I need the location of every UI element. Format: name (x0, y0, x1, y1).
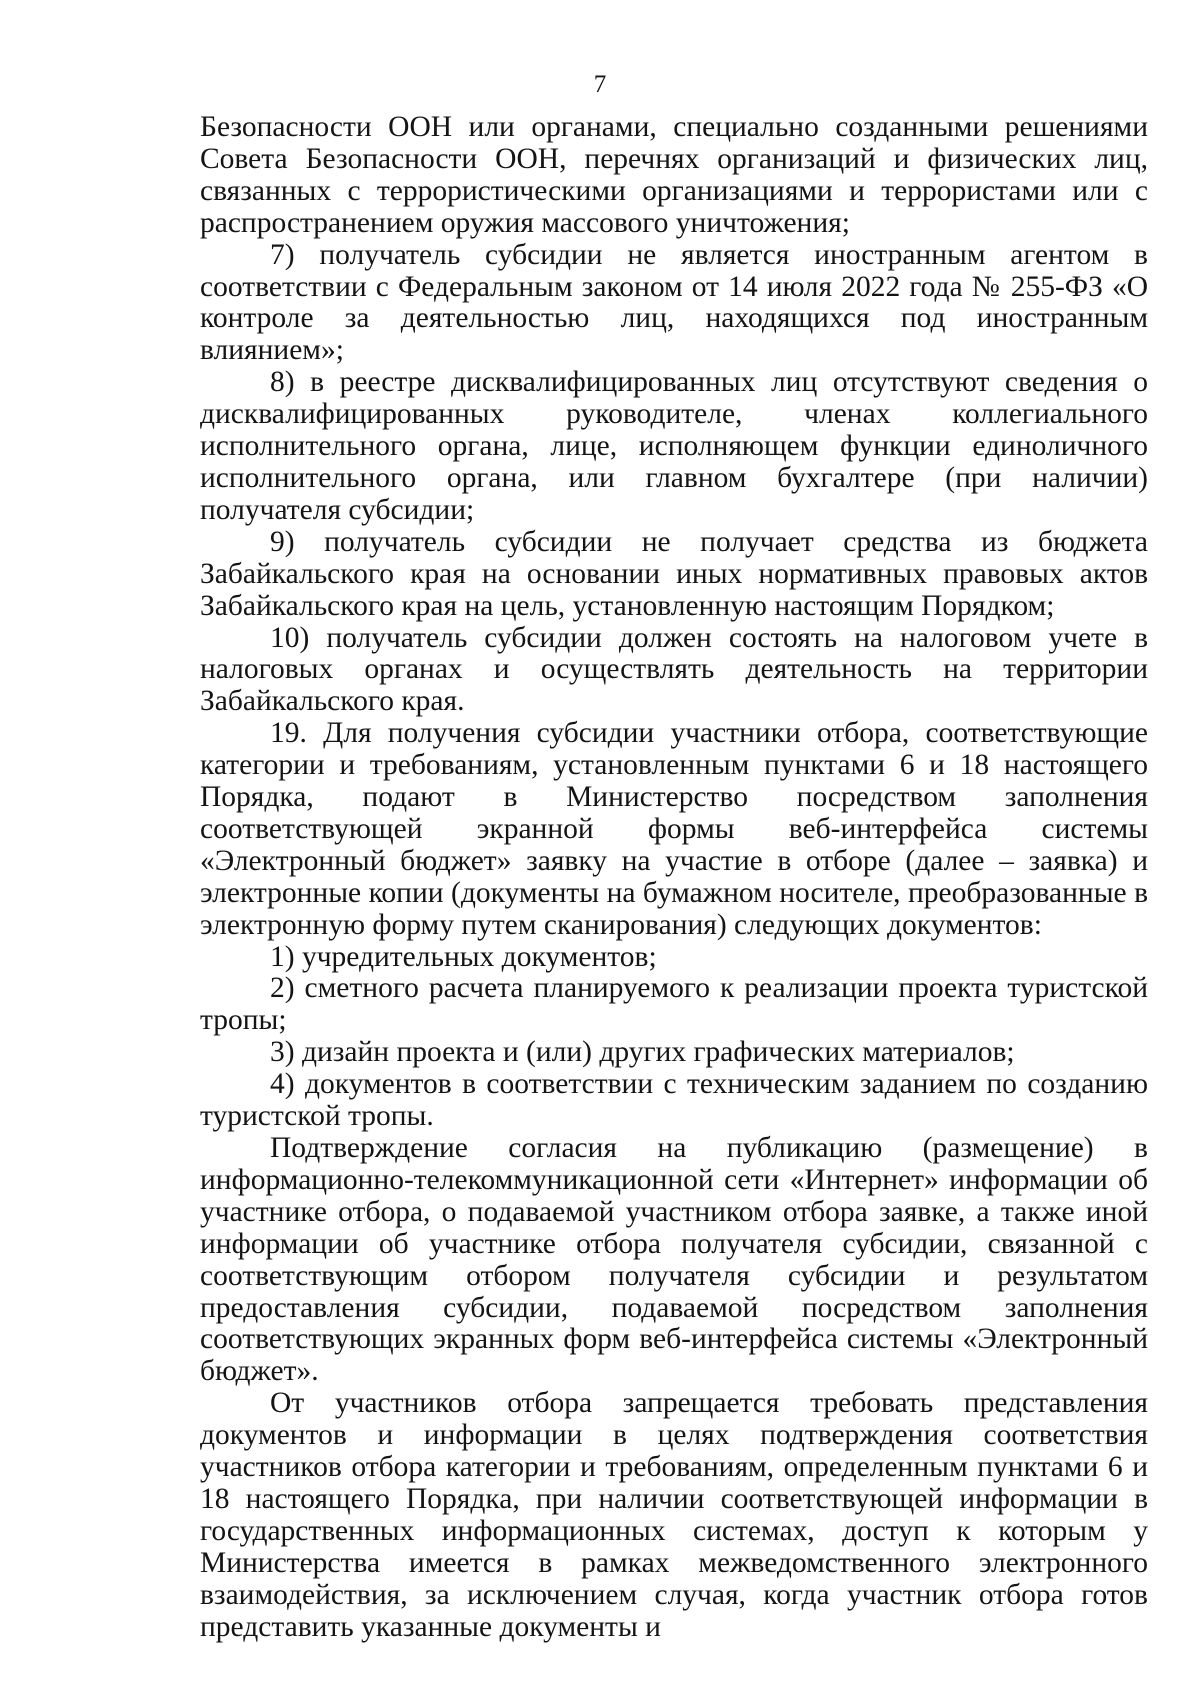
list-item-technical-documents: 4) документов в соответствии с техническим заданием по созданию туристской тропы. (200, 1068, 1148, 1133)
paragraph-item-7-foreign-agent: 7) получатель субсидии не является иностранным агентом в соответствии с Федеральным законом от 14 июля 2022 года № 255-ФЗ «О контроле за деятельностью лиц, находящихся под иностранным влиянием»; (200, 238, 1148, 367)
list-item-design-project: 3) дизайн проекта и (или) других графических материалов; (270, 1036, 1015, 1069)
paragraph-item-10-tax-registration: 10) получатель субсидии должен состоять на налоговом учете в налоговых органах и осуществлять деятельность на территории Забайкальского края. (200, 621, 1148, 718)
paragraph-sanctions-list-end: Безопасности ООН или органами, специально созданными решениями Совета Безопасности ООН, перечнях организаций и физических лиц, связанных с террористическими организациями и террористами или с распространением оружия массового уничтожения; (200, 111, 1148, 239)
list-item-founding-documents: 1) учредительных документов; (270, 940, 657, 973)
list-item-cost-estimate: 2) сметного расчета планируемого к реализации проекта туристской тропы; (200, 972, 1148, 1037)
paragraph-item-9-no-other-funds: 9) получатель субсидии не получает средства из бюджета Забайкальского края на основании иных нормативных правовых актов Забайкальского края на цель, установленную настоящим Порядком; (200, 525, 1148, 622)
paragraph-publication-consent: Подтверждение согласия на публикацию (размещение) в информационно-телекоммуникационной сети «Интернет» информации об участнике отбора, о подаваемой участником отбора заявке, а также иной информации об участнике отбора получателя субсидии, связанной с соответствующим отбором получателя субсидии и результатом предоставления субсидии, подаваемой посредством заполнения соответствующих экранных форм веб-интерфейса системы «Электронный бюджет». (200, 1132, 1148, 1388)
paragraph-clause-19-application: 19. Для получения субсидии участники отбора, соответствующие категории и требованиям, установленным пунктами 6 и 18 настоящего Порядка, подают в Министерство посредством заполнения соответствующей экранной формы веб-интерфейса системы «Электронный бюджет» заявку на участие в отборе (далее – заявка) и электронные копии (документы на бумажном носителе, преобразованные в электронную форму путем сканирования) следующих документов: (200, 717, 1148, 941)
page-number: 7 (593, 71, 607, 98)
paragraph-item-8-disqualified-persons: 8) в реестре дисквалифицированных лиц отсутствуют сведения о дисквалифицированных руководителе, членах коллегиального исполнительного органа, лице, исполняющем функции единоличного исполнительного органа, или главном бухгалтере (при наличии) получателя субсидии; (200, 366, 1148, 526)
paragraph-document-request-prohibition: От участников отбора запрещается требовать представления документов и информации в целях подтверждения соответствия участников отбора категории и требованиям, определенным пунктами 6 и 18 настоящего Порядка, при наличии соответствующей информации в государственных информационных системах, доступ к которым у Министерства имеется в рамках межведомственного электронного взаимодействия, за исключением случая, когда участник отбора готов представить указанные документы и (200, 1387, 1148, 1643)
document-body (200, 112, 1148, 1644)
